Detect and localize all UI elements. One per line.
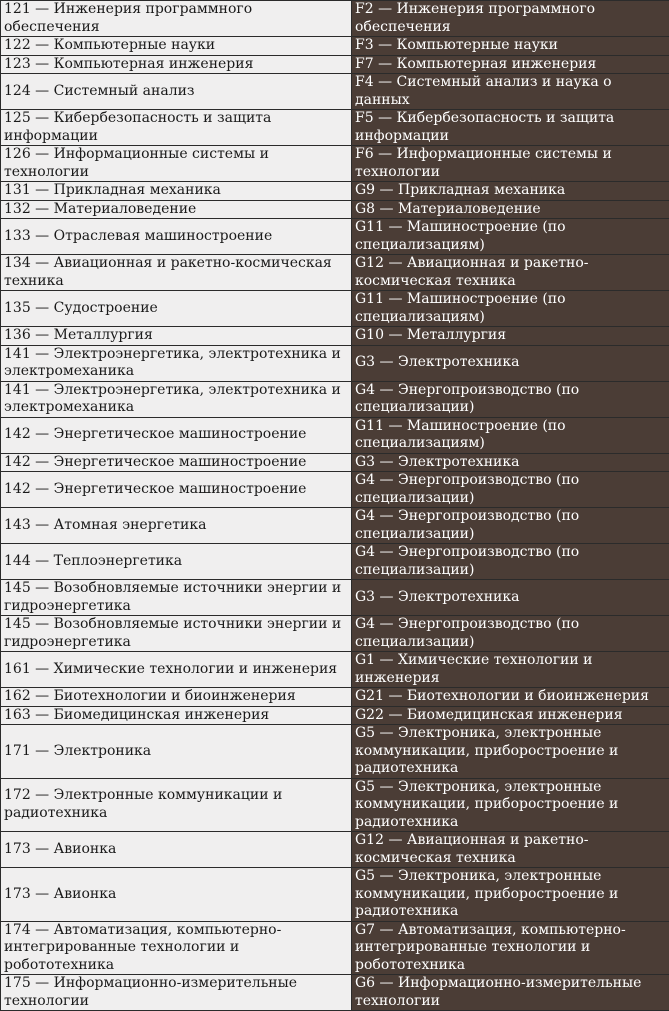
table-row — [1, 868, 669, 922]
old-specialty-cell: 133 — Отраслевая машиностроение — [1, 219, 352, 255]
new-specialty-cell: G5 — Электроника, электронные коммуникации, приборостроение и радиотехника — [352, 868, 669, 922]
old-specialty-cell: 142 — Энергетическое машиностроение — [1, 453, 352, 472]
table-row — [1, 616, 669, 652]
new-specialty-cell: G7 — Автоматизация, компьютерно-интегрированные технологии и робототехника — [352, 921, 669, 975]
old-specialty-cell: 131 — Прикладная механика — [1, 182, 352, 201]
table-row — [1, 453, 669, 472]
table-row — [1, 706, 669, 725]
old-specialty-cell: 123 — Компьютерная инженерия — [1, 55, 352, 74]
table-row — [1, 200, 669, 219]
old-specialty-cell: 134 — Авиационная и ракетно-космическая техника — [1, 255, 352, 291]
old-specialty-cell: 175 — Информационно-измерительные технологии — [1, 975, 352, 1011]
new-specialty-cell: G3 — Электротехника — [352, 345, 669, 381]
table-row — [1, 55, 669, 74]
table-row — [1, 146, 669, 182]
new-specialty-cell: G11 — Машиностроение (по специализациям) — [352, 291, 669, 327]
old-specialty-cell: 143 — Атомная энергетика — [1, 508, 352, 544]
old-specialty-cell: 124 — Системный анализ — [1, 74, 352, 110]
table-row — [1, 1, 669, 37]
table-row — [1, 182, 669, 201]
new-specialty-cell: F5 — Кибербезопасность и защита информации — [352, 110, 669, 146]
new-specialty-cell: F2 — Инженерия программного обеспечения — [352, 1, 669, 37]
new-specialty-cell: G3 — Электротехника — [352, 453, 669, 472]
table-row — [1, 652, 669, 688]
old-specialty-cell: 163 — Биомедицинская инженерия — [1, 706, 352, 725]
new-specialty-cell: G11 — Машиностроение (по специализациям) — [352, 417, 669, 453]
old-specialty-cell: 125 — Кибербезопасность и защита информации — [1, 110, 352, 146]
new-specialty-cell: F4 — Системный анализ и наука о данных — [352, 74, 669, 110]
table-row — [1, 291, 669, 327]
old-specialty-cell: 136 — Металлургия — [1, 327, 352, 346]
new-specialty-cell: G22 — Биомедицинская инженерия — [352, 706, 669, 725]
new-specialty-cell: G4 — Энергопроизводство (по специализации) — [352, 381, 669, 417]
new-specialty-cell: G4 — Энергопроизводство (по специализации) — [352, 508, 669, 544]
table-row — [1, 327, 669, 346]
old-specialty-cell: 162 — Биотехнологии и биоинженерия — [1, 688, 352, 707]
old-specialty-cell: 173 — Авионка — [1, 868, 352, 922]
old-specialty-cell: 121 — Инженерия программного обеспечения — [1, 1, 352, 37]
old-specialty-cell: 141 — Электроэнергетика, электротехника и электромеханика — [1, 381, 352, 417]
old-specialty-cell: 161 — Химические технологии и инженерия — [1, 652, 352, 688]
new-specialty-cell: G9 — Прикладная механика — [352, 182, 669, 201]
new-specialty-cell: G21 — Биотехнологии и биоинженерия — [352, 688, 669, 707]
old-specialty-cell: 126 — Информационные системы и технологии — [1, 146, 352, 182]
table-row — [1, 580, 669, 616]
table-row — [1, 921, 669, 975]
table-row — [1, 255, 669, 291]
table-row — [1, 381, 669, 417]
old-specialty-cell: 141 — Электроэнергетика, электротехника и электромеханика — [1, 345, 352, 381]
old-specialty-cell: 142 — Энергетическое машиностроение — [1, 417, 352, 453]
table-row — [1, 832, 669, 868]
new-specialty-cell: F7 — Компьютерная инженерия — [352, 55, 669, 74]
new-specialty-cell: G12 — Авиационная и ракетно-космическая техника — [352, 255, 669, 291]
old-specialty-cell: 172 — Электронные коммуникации и радиотехника — [1, 778, 352, 832]
new-specialty-cell: F6 — Информационные системы и технологии — [352, 146, 669, 182]
table-row — [1, 778, 669, 832]
table-row — [1, 544, 669, 580]
old-specialty-cell: 135 — Судостроение — [1, 291, 352, 327]
table-row — [1, 345, 669, 381]
new-specialty-cell: G4 — Энергопроизводство (по специализации) — [352, 544, 669, 580]
old-specialty-cell: 122 — Компьютерные науки — [1, 37, 352, 56]
table-row — [1, 219, 669, 255]
new-specialty-cell: G5 — Электроника, электронные коммуникации, приборостроение и радиотехника — [352, 778, 669, 832]
new-specialty-cell: G1 — Химические технологии и инженерия — [352, 652, 669, 688]
old-specialty-cell: 145 — Возобновляемые источники энергии и гидроэнергетика — [1, 616, 352, 652]
table-row — [1, 975, 669, 1011]
old-specialty-cell: 144 — Теплоэнергетика — [1, 544, 352, 580]
new-specialty-cell: G8 — Материаловедение — [352, 200, 669, 219]
table-row — [1, 472, 669, 508]
old-specialty-cell: 174 — Автоматизация, компьютерно-интегрированные технологии и робототехника — [1, 921, 352, 975]
new-specialty-cell: G11 — Машиностроение (по специализациям) — [352, 219, 669, 255]
new-specialty-cell: G10 — Металлургия — [352, 327, 669, 346]
new-specialty-cell: G3 — Электротехника — [352, 580, 669, 616]
old-specialty-cell: 173 — Авионка — [1, 832, 352, 868]
new-specialty-cell: F3 — Компьютерные науки — [352, 37, 669, 56]
new-specialty-cell: G4 — Энергопроизводство (по специализации) — [352, 472, 669, 508]
table-row — [1, 688, 669, 707]
old-specialty-cell: 142 — Энергетическое машиностроение — [1, 472, 352, 508]
new-specialty-cell: G4 — Энергопроизводство (по специализации) — [352, 616, 669, 652]
new-specialty-cell: G12 — Авиационная и ракетно-космическая техника — [352, 832, 669, 868]
new-specialty-cell: G6 — Информационно-измерительные технологии — [352, 975, 669, 1011]
new-specialty-cell: G5 — Электроника, электронные коммуникации, приборостроение и радиотехника — [352, 725, 669, 779]
table-row — [1, 417, 669, 453]
table-row — [1, 508, 669, 544]
table-row — [1, 37, 669, 56]
table-body — [1, 1, 669, 1011]
table-row — [1, 74, 669, 110]
table-row — [1, 725, 669, 779]
old-specialty-cell: 132 — Материаловедение — [1, 200, 352, 219]
table-row — [1, 110, 669, 146]
old-specialty-cell: 171 — Электроника — [1, 725, 352, 779]
old-specialty-cell: 145 — Возобновляемые источники энергии и гидроэнергетика — [1, 580, 352, 616]
